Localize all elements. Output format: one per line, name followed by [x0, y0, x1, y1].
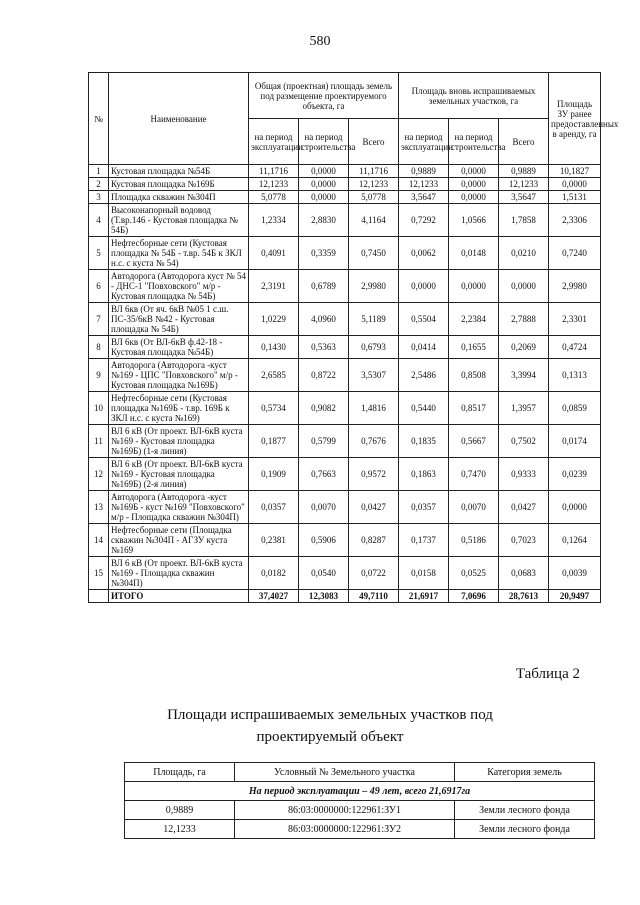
cell-constr-total: 0,7663 [299, 458, 349, 491]
cell-all-total: 0,7450 [349, 237, 399, 270]
table2-label: Таблица 2 [515, 666, 580, 682]
cell-all-new: 0,0000 [499, 270, 549, 303]
cell-all-new: 0,7023 [499, 524, 549, 557]
header-oper: на период эксплуатации [249, 119, 299, 165]
table-row [89, 178, 601, 191]
cell-all-total: 5,1189 [349, 303, 399, 336]
header-constr: на период строительства [299, 119, 349, 165]
row-name: Площадка скважин №304П [109, 191, 249, 204]
cell-prev-area: 0,0000 [549, 491, 601, 524]
cell-constr-new: 0,0070 [449, 491, 499, 524]
cell-constr-total: 0,3359 [299, 237, 349, 270]
cell-constr-total: 0,6789 [299, 270, 349, 303]
row-number: 6 [89, 270, 109, 303]
cell-constr-total: 0,9082 [299, 392, 349, 425]
row-number: 1 [89, 165, 109, 178]
cell-oper-new: 3,5647 [399, 191, 449, 204]
row-name: ВЛ 6 кВ (От проект. ВЛ-6кВ куста №169 - Кустовая площадка №169Б) (2-я линия) [109, 458, 249, 491]
cell-oper-total: 5,0778 [249, 191, 299, 204]
cell-all-total: 4,1164 [349, 204, 399, 237]
cell-all-total: 0,6793 [349, 336, 399, 359]
row-number: 3 [89, 191, 109, 204]
cell-constr-total: 0,5363 [299, 336, 349, 359]
cell-constr-new: 0,7470 [449, 458, 499, 491]
cell-constr-new: 0,5186 [449, 524, 499, 557]
header-total-area: Общая (проектная) площадь земель под размещение проектируемого объекта, га [249, 73, 399, 119]
header-new-area: Площадь вновь испрашиваемых земельных участков, га [399, 73, 549, 119]
header-name: Наименование [109, 73, 249, 165]
cell-oper-total: 1,2334 [249, 204, 299, 237]
cell-oper-total: 12,1233 [249, 178, 299, 191]
cell-prev-area: 0,4724 [549, 336, 601, 359]
row-number: 15 [89, 557, 109, 590]
cell-all-new: 3,3994 [499, 359, 549, 392]
table-row [89, 557, 601, 590]
cell-constr-new: 1,0566 [449, 204, 499, 237]
total-constr-total: 12,3083 [299, 590, 349, 603]
header-category: Категория земель [455, 763, 595, 782]
row-number: 11 [89, 425, 109, 458]
cell-all-new: 1,7858 [499, 204, 549, 237]
cell-all-new: 1,3957 [499, 392, 549, 425]
row-number: 10 [89, 392, 109, 425]
cell-all-total: 1,4816 [349, 392, 399, 425]
table-row [89, 458, 601, 491]
table-row [89, 491, 601, 524]
cell-constr-new: 0,0000 [449, 178, 499, 191]
table-row [89, 270, 601, 303]
cell-constr-total: 0,5799 [299, 425, 349, 458]
cell-prev-area: 0,0239 [549, 458, 601, 491]
cell-constr-total: 2,8830 [299, 204, 349, 237]
header-all: Всего [499, 119, 549, 165]
cell-constr-new: 0,0000 [449, 191, 499, 204]
cell-oper-total: 0,1909 [249, 458, 299, 491]
cell-oper-new: 0,1737 [399, 524, 449, 557]
table-row [89, 204, 601, 237]
row-name: Автодорога (Автодорога -куст №169Б - куст №169 "Повховского" м/р - Площадка скважин №304П) [109, 491, 249, 524]
cell-prev-area: 1,5131 [549, 191, 601, 204]
table-row [89, 237, 601, 270]
cell-all-new: 0,9889 [499, 165, 549, 178]
header-constr: на период строительства [449, 119, 499, 165]
cell-oper-new: 2,5486 [399, 359, 449, 392]
parcel-cadastral-number: 86:03:0000000:122961:ЗУ1 [235, 801, 455, 820]
row-name: ВЛ 6кв (От яч. 6кВ №05 1 с.ш. ПС-35/6кВ №42 - Кустовая площадка № 54Б) [109, 303, 249, 336]
table-row [89, 392, 601, 425]
row-number: 5 [89, 237, 109, 270]
row-name: ВЛ 6 кВ (От проект. ВЛ-6кВ куста №169 - Площадка скважин №304П) [109, 557, 249, 590]
cell-constr-new: 0,1655 [449, 336, 499, 359]
row-name: Автодорога (Автодорога -куст №169 - ЦПС "Повховского" м/р - Кустовая площадка №169Б) [109, 359, 249, 392]
row-name: Высоконапорный водовод (Т.вр.146 - Кустовая площадка № 54Б) [109, 204, 249, 237]
row-number: 8 [89, 336, 109, 359]
cell-all-new: 0,2069 [499, 336, 549, 359]
cell-all-total: 0,7676 [349, 425, 399, 458]
cell-constr-new: 0,0000 [449, 165, 499, 178]
cell-oper-new: 0,0357 [399, 491, 449, 524]
cell-constr-total: 4,0960 [299, 303, 349, 336]
total-prev-area: 20,9497 [549, 590, 601, 603]
total-oper-new: 21,6917 [399, 590, 449, 603]
table-row [89, 336, 601, 359]
cell-constr-new: 0,0000 [449, 270, 499, 303]
cell-prev-area: 0,0039 [549, 557, 601, 590]
cell-constr-new: 0,5667 [449, 425, 499, 458]
cell-constr-total: 0,0000 [299, 178, 349, 191]
cell-oper-total: 11,1716 [249, 165, 299, 178]
row-name: Кустовая площадка №169Б [109, 178, 249, 191]
cell-constr-new: 0,8508 [449, 359, 499, 392]
parcel-row [125, 801, 595, 820]
subheader-row [125, 782, 595, 801]
cell-oper-new: 0,0158 [399, 557, 449, 590]
cell-constr-total: 0,0070 [299, 491, 349, 524]
table-row [89, 191, 601, 204]
cell-oper-new: 0,0000 [399, 270, 449, 303]
cell-all-new: 0,7502 [499, 425, 549, 458]
cell-all-new: 0,0427 [499, 491, 549, 524]
cell-oper-total: 0,5734 [249, 392, 299, 425]
cell-oper-new: 0,1835 [399, 425, 449, 458]
header-area: Площадь, га [125, 763, 235, 782]
parcel-area: 0,9889 [125, 801, 235, 820]
page-number: 580 [309, 34, 331, 49]
cell-constr-total: 0,0540 [299, 557, 349, 590]
cell-constr-new: 0,0525 [449, 557, 499, 590]
cell-prev-area: 10,1827 [549, 165, 601, 178]
cell-all-total: 5,0778 [349, 191, 399, 204]
cell-oper-total: 2,3191 [249, 270, 299, 303]
header-num: № [89, 73, 109, 165]
cell-all-new: 0,0210 [499, 237, 549, 270]
header-cadastral: Условный № Земельного участка [235, 763, 455, 782]
table-row [89, 425, 601, 458]
cell-oper-total: 0,2381 [249, 524, 299, 557]
total-all-total: 49,7110 [349, 590, 399, 603]
cell-prev-area: 2,3301 [549, 303, 601, 336]
cell-all-total: 12,1233 [349, 178, 399, 191]
cell-constr-total: 0,5906 [299, 524, 349, 557]
cell-oper-new: 0,7292 [399, 204, 449, 237]
row-name: ВЛ 6 кВ (От проект. ВЛ-6кВ куста №169 - Кустовая площадка №169Б) (1-я линия) [109, 425, 249, 458]
cell-prev-area: 0,1313 [549, 359, 601, 392]
parcel-category: Земли лесного фонда [455, 801, 595, 820]
cell-all-new: 0,9333 [499, 458, 549, 491]
cell-prev-area: 0,7240 [549, 237, 601, 270]
cell-all-total: 0,0427 [349, 491, 399, 524]
table-row [89, 303, 601, 336]
period-subheader: На период эксплуатации – 49 лет, всего 21,6917га [125, 782, 595, 801]
cell-all-new: 2,7888 [499, 303, 549, 336]
row-name: Автодорога (Автодорога куст № 54 - ДНС-1 "Повховского" м/р - Кустовая площадка № 54Б) [109, 270, 249, 303]
cell-all-total: 2,9980 [349, 270, 399, 303]
area-table-body [89, 165, 601, 603]
row-name: Нефтесборные сети (Кустовая площадка №169Б - т.вр. 169Б к ЗКЛ н.с. с куста №169) [109, 392, 249, 425]
cell-prev-area: 0,0000 [549, 178, 601, 191]
cell-oper-new: 0,5440 [399, 392, 449, 425]
cell-all-new: 3,5647 [499, 191, 549, 204]
parcels-table-body [125, 782, 595, 839]
cell-oper-total: 0,0357 [249, 491, 299, 524]
row-number: 4 [89, 204, 109, 237]
table-row [89, 524, 601, 557]
total-all-new: 28,7613 [499, 590, 549, 603]
cell-all-total: 3,5307 [349, 359, 399, 392]
cell-constr-total: 0,8722 [299, 359, 349, 392]
cell-all-total: 0,9572 [349, 458, 399, 491]
cell-constr-new: 0,0148 [449, 237, 499, 270]
cell-all-total: 0,0722 [349, 557, 399, 590]
row-name: Нефтесборные сети (Площадка скважин №304П - АГЗУ куста №169 [109, 524, 249, 557]
table2-title: Площади испрашиваемых земельных участков под проектируемый объект [167, 707, 493, 745]
row-name: Кустовая площадка №54Б [109, 165, 249, 178]
cell-prev-area: 0,0859 [549, 392, 601, 425]
area-table [88, 72, 619, 603]
cell-prev-area: 0,1264 [549, 524, 601, 557]
row-number: 2 [89, 178, 109, 191]
cell-all-new: 0,0683 [499, 557, 549, 590]
parcel-cadastral-number: 86:03:0000000:122961:ЗУ2 [235, 820, 455, 839]
cell-oper-new: 0,1863 [399, 458, 449, 491]
cell-oper-new: 0,0062 [399, 237, 449, 270]
cell-oper-new: 0,9889 [399, 165, 449, 178]
cell-oper-new: 12,1233 [399, 178, 449, 191]
cell-constr-new: 0,8517 [449, 392, 499, 425]
cell-constr-total: 0,0000 [299, 165, 349, 178]
cell-oper-total: 2,6585 [249, 359, 299, 392]
row-number: 7 [89, 303, 109, 336]
parcels-table [124, 762, 595, 839]
cell-all-total: 11,1716 [349, 165, 399, 178]
total-oper-total: 37,4027 [249, 590, 299, 603]
row-number: 9 [89, 359, 109, 392]
cell-prev-area: 0,0174 [549, 425, 601, 458]
cell-oper-new: 0,5504 [399, 303, 449, 336]
parcel-category: Земли лесного фонда [455, 820, 595, 839]
row-name: Нефтесборные сети (Кустовая площадка № 54Б - т.вр. 54Б к ЗКЛ н.с. с куста № 54) [109, 237, 249, 270]
header-prev-area: Площадь ЗУ ранее предоставленных в аренду, га [549, 73, 601, 165]
total-number-cell [89, 590, 109, 603]
cell-oper-total: 0,0182 [249, 557, 299, 590]
parcel-row [125, 820, 595, 839]
row-number: 12 [89, 458, 109, 491]
cell-oper-total: 1,0229 [249, 303, 299, 336]
total-label: ИТОГО [109, 590, 249, 603]
row-number: 14 [89, 524, 109, 557]
cell-all-new: 12,1233 [499, 178, 549, 191]
cell-oper-new: 0,0414 [399, 336, 449, 359]
cell-prev-area: 2,9980 [549, 270, 601, 303]
cell-oper-total: 0,4091 [249, 237, 299, 270]
total-constr-new: 7,0696 [449, 590, 499, 603]
cell-constr-total: 0,0000 [299, 191, 349, 204]
cell-all-total: 0,8287 [349, 524, 399, 557]
row-name: ВЛ 6кв (От ВЛ-6кВ ф.42-18 - Кустовая площадка №54Б) [109, 336, 249, 359]
parcel-area: 12,1233 [125, 820, 235, 839]
total-row [89, 590, 601, 603]
cell-constr-new: 2,2384 [449, 303, 499, 336]
cell-oper-total: 0,1877 [249, 425, 299, 458]
cell-oper-total: 0,1430 [249, 336, 299, 359]
cell-prev-area: 2,3306 [549, 204, 601, 237]
header-all: Всего [349, 119, 399, 165]
row-number: 13 [89, 491, 109, 524]
header-oper: на период эксплуатации [399, 119, 449, 165]
table-row [89, 165, 601, 178]
table-row [89, 359, 601, 392]
